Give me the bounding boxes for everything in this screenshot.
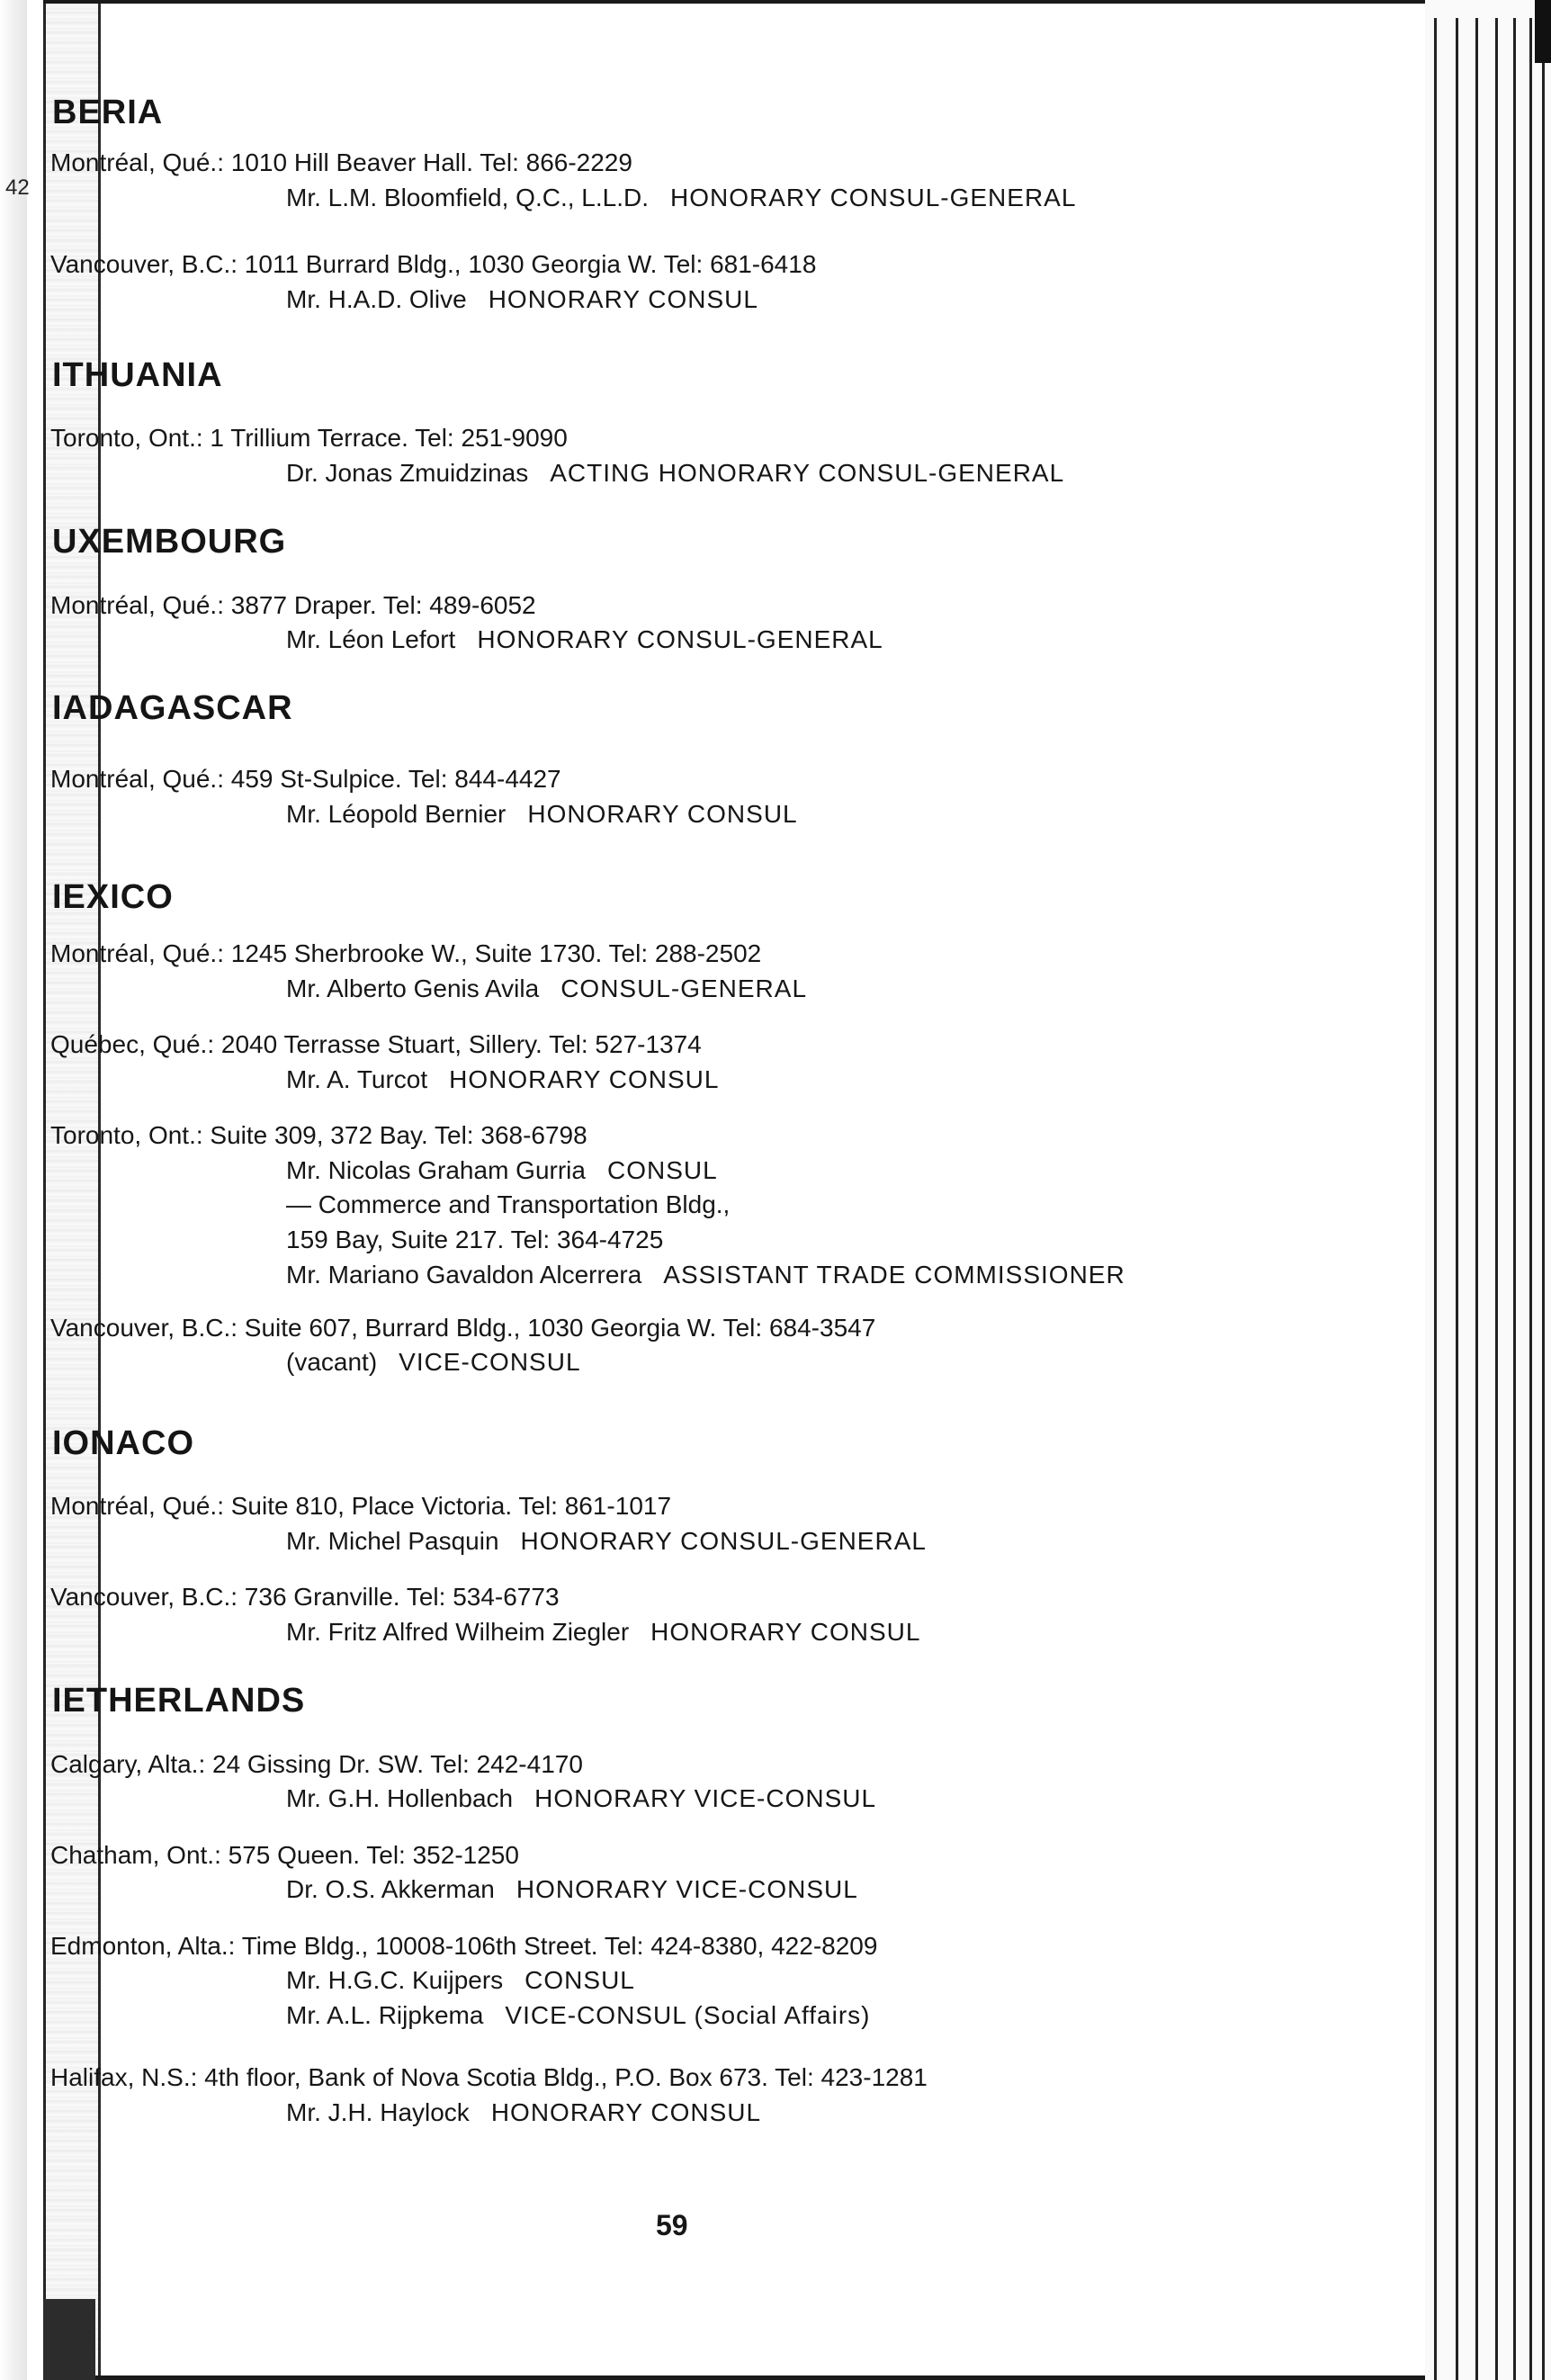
country-heading: IONACO	[52, 1424, 194, 1462]
person-title: HONORARY CONSUL	[449, 1065, 720, 1093]
person-row	[286, 1348, 581, 1377]
sub-address: — Commerce and Transportation Bldg.,	[286, 1190, 731, 1218]
person-title: HONORARY CONSUL-GENERAL	[670, 184, 1077, 211]
person-row	[286, 1065, 719, 1094]
sub-address: 159 Bay, Suite 217. Tel: 364-4725	[286, 1226, 664, 1253]
person-name: Mr. G.H. Hollenbach	[286, 1784, 514, 1812]
person-name: Mr. Léon Lefort	[286, 625, 456, 653]
office-address: Toronto, Ont.: 1 Trillium Terrace. Tel: 251-9090	[50, 424, 568, 452]
country-heading: IEXICO	[52, 878, 174, 916]
country-heading: IETHERLANDS	[52, 1682, 306, 1720]
person-name: Mr. Mariano Gavaldon Alcerrera	[286, 1261, 642, 1289]
person-row	[286, 459, 1064, 488]
person-row	[286, 2098, 761, 2127]
person-name: Mr. J.H. Haylock	[286, 2098, 470, 2126]
person-row	[286, 1527, 927, 1556]
person-row	[286, 1261, 1125, 1289]
person-title: CONSUL	[606, 1156, 718, 1184]
person-title: ASSISTANT TRADE COMMISSIONER	[663, 1261, 1125, 1289]
person-title: HONORARY CONSUL	[488, 285, 758, 313]
person-title: HONORARY CONSUL	[527, 800, 798, 828]
person-name: Dr. O.S. Akkerman	[286, 1875, 495, 1903]
person-name: Mr. Fritz Alfred Wilheim Ziegler	[286, 1618, 630, 1646]
margin-number: 42	[5, 175, 30, 200]
person-name: Mr. A. Turcot	[286, 1065, 428, 1093]
person-title: HONORARY CONSUL-GENERAL	[520, 1527, 927, 1555]
country-heading: BERIA	[52, 94, 164, 131]
person-name: Mr. L.M. Bloomfield, Q.C., L.L.D.	[286, 184, 650, 211]
person-name: Mr. Alberto Genis Avila	[286, 974, 540, 1002]
country-heading: IADAGASCAR	[52, 689, 293, 727]
person-title: CONSUL-GENERAL	[560, 974, 808, 1002]
office-address: Calgary, Alta.: 24 Gissing Dr. SW. Tel: 242-4170	[50, 1750, 583, 1778]
person-title: HONORARY CONSUL	[650, 1618, 921, 1646]
person-row	[286, 1966, 635, 1995]
person-title: HONORARY CONSUL	[490, 2098, 762, 2126]
office-address: Vancouver, B.C.: 1011 Burrard Bldg., 1030 Georgia W. Tel: 681-6418	[50, 250, 817, 278]
country-heading: ITHUANIA	[52, 356, 223, 394]
person-row	[286, 285, 758, 314]
person-row	[286, 1784, 876, 1813]
page-number: 59	[656, 2209, 688, 2241]
person-title: HONORARY VICE-CONSUL	[534, 1784, 877, 1812]
person-name: Mr. Michel Pasquin	[286, 1527, 499, 1555]
person-row	[286, 2001, 871, 2030]
person-name: Mr. H.G.C. Kuijpers	[286, 1966, 504, 1994]
office-address: Edmonton, Alta.: Time Bldg., 10008-106th Street. Tel: 424-8380, 422-8209	[50, 1932, 878, 1960]
person-name: Mr. H.A.D. Olive	[286, 285, 467, 313]
office-address: Montréal, Qué.: 1245 Sherbrooke W., Suite 1730. Tel: 288-2502	[50, 939, 762, 967]
person-name: Dr. Jonas Zmuidzinas	[286, 459, 529, 487]
office-address: Chatham, Ont.: 575 Queen. Tel: 352-1250	[50, 1841, 519, 1869]
office-address: Montréal, Qué.: 3877 Draper. Tel: 489-6052	[50, 591, 536, 619]
person-row	[286, 974, 807, 1003]
person-name: Mr. Léopold Bernier	[286, 800, 507, 828]
person-name: Mr. Nicolas Graham Gurria	[286, 1156, 586, 1184]
office-address: Toronto, Ont.: Suite 309, 372 Bay. Tel: 368-6798	[50, 1121, 587, 1149]
country-heading: UXEMBOURG	[52, 523, 287, 561]
person-name: Mr. A.L. Rijpkema	[286, 2001, 484, 2029]
person-name: (vacant)	[286, 1348, 378, 1376]
person-row	[286, 800, 798, 829]
person-title: HONORARY CONSUL-GENERAL	[477, 625, 883, 653]
office-address: Montréal, Qué.: 459 St-Sulpice. Tel: 844-4427	[50, 765, 561, 793]
person-row	[286, 1875, 858, 1904]
person-title: CONSUL	[524, 1966, 635, 1994]
person-title: HONORARY VICE-CONSUL	[516, 1875, 858, 1903]
person-title: VICE-CONSUL	[399, 1348, 581, 1376]
person-row	[286, 1156, 718, 1185]
person-row	[286, 1618, 920, 1647]
person-row	[286, 625, 883, 654]
office-address: Halifax, N.S.: 4th floor, Bank of Nova Scotia Bldg., P.O. Box 673. Tel: 423-1281	[50, 2063, 928, 2091]
person-title: ACTING HONORARY CONSUL-GENERAL	[550, 459, 1065, 487]
office-address: Montréal, Qué.: Suite 810, Place Victoria. Tel: 861-1017	[50, 1492, 672, 1520]
office-address: Vancouver, B.C.: 736 Granville. Tel: 534-6773	[50, 1583, 560, 1611]
office-address: Montréal, Qué.: 1010 Hill Beaver Hall. Tel: 866-2229	[50, 148, 632, 176]
person-title: VICE-CONSUL (Social Affairs)	[505, 2001, 871, 2029]
office-address: Québec, Qué.: 2040 Terrasse Stuart, Sillery. Tel: 527-1374	[50, 1030, 702, 1058]
office-address: Vancouver, B.C.: Suite 607, Burrard Bldg., 1030 Georgia W. Tel: 684-3547	[50, 1314, 876, 1342]
person-row	[286, 184, 1076, 212]
